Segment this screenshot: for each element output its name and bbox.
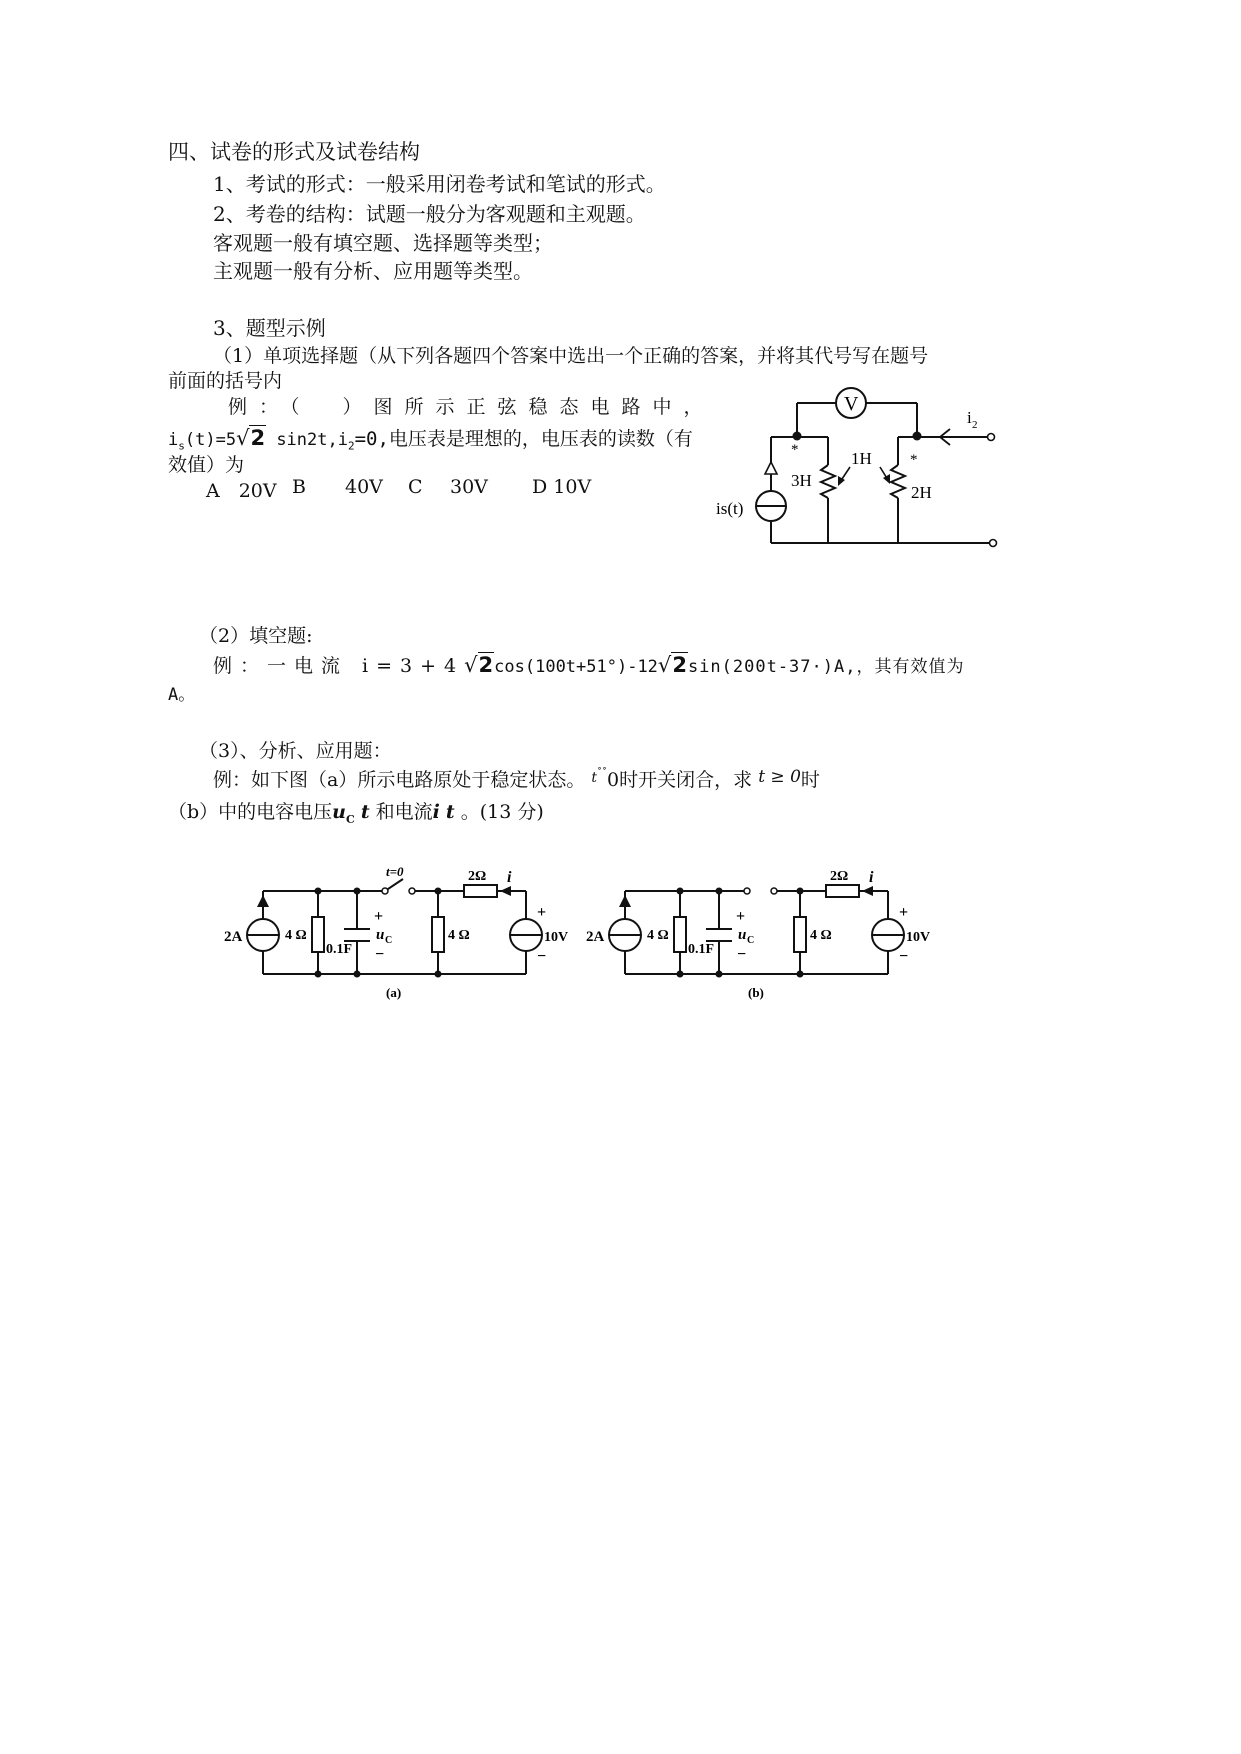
uc-sub-label: C: [385, 935, 393, 946]
q2-sqrt-num-1: 2: [478, 653, 494, 677]
resistor-icon: [432, 917, 444, 952]
q3-uc-t: t: [360, 801, 370, 823]
arrow-up-icon: [619, 895, 631, 907]
capacitor-label: 0.1F: [326, 942, 353, 957]
current-source-label: 2A: [224, 929, 243, 945]
q3-uc: u: [332, 801, 346, 823]
sqrt-symbol: √2: [236, 426, 266, 450]
arrow-up-icon: [257, 895, 269, 907]
q3-line2: [168, 797, 544, 826]
q3-t-symbol: t: [591, 770, 598, 786]
item-exam-form: 1、考试的形式：一般采用闭卷考试和笔试的形式。: [213, 172, 666, 196]
q2-example-text: 例：一电流 i=3+4: [213, 655, 465, 677]
q3-cond1: 0: [607, 769, 620, 791]
resistor-label: 2Ω: [830, 869, 849, 884]
q1-heading-cont: 前面的括号内: [168, 370, 283, 392]
current-label: i: [507, 869, 512, 886]
switch-contact-icon: [382, 888, 388, 894]
q2-sqrt-num-2: 2: [672, 653, 687, 677]
current-source-label: 2A: [586, 929, 605, 945]
resistor-icon: [794, 917, 806, 952]
uc-label: u: [376, 927, 385, 943]
q3-circuits-diagram: [200, 855, 980, 1015]
resistor-icon: [312, 917, 324, 952]
dot-mark: *: [910, 452, 918, 468]
voltmeter-label: V: [844, 393, 859, 415]
q3-text-c: 时: [800, 769, 820, 791]
uc-label: u: [738, 927, 747, 943]
q1-expr-part2: sin2t,: [266, 430, 338, 450]
q1-option-b-value: 40V: [345, 476, 383, 498]
q1-sqrt-num: 2: [250, 426, 266, 450]
section-title: 四、试卷的形式及试卷结构: [168, 140, 420, 164]
source-label: is(t): [716, 499, 744, 518]
i2-label: i: [967, 408, 972, 427]
q3-text-b: 时开关闭合，求: [619, 769, 753, 791]
terminal-icon: [990, 540, 997, 547]
sqrt-symbol: √2: [464, 653, 494, 677]
plus-sign: +: [537, 904, 547, 921]
voltage-source-label: 10V: [906, 930, 931, 945]
resistor-icon: [464, 885, 497, 897]
switch-label: t=0: [386, 864, 404, 879]
q3-i-t: t: [445, 801, 455, 823]
terminal-icon: [988, 434, 995, 441]
q1-line3: 效值）为: [168, 454, 245, 476]
voltage-source-label: 10V: [544, 930, 569, 945]
q3-uc-sub: C: [346, 812, 355, 826]
q3-text-a: 例：如下图（a）所示电路原处于稳定状态。: [213, 769, 586, 791]
q1-example: 例：（ ）图所示正弦稳态电路中，: [228, 396, 715, 418]
plus-sign: +: [374, 908, 384, 925]
objective-types: 客观题一般有填空题、选择题等类型；: [213, 231, 553, 255]
inductor-3h-label: 3H: [791, 471, 812, 490]
terminal-icon: [771, 888, 777, 894]
q1-heading: （1）单项选择题（从下列各题四个答案中选出一个正确的答案，并将其代号写在题号: [213, 345, 929, 367]
minus-sign: −: [899, 948, 909, 965]
resistor-label: 2Ω: [468, 869, 487, 884]
q1-is: i: [168, 430, 179, 450]
q1-option-d: D 10V: [532, 476, 592, 498]
capacitor-label: 0.1F: [688, 942, 715, 957]
switch-contact-icon: [409, 888, 415, 894]
sqrt-symbol: √2: [657, 653, 687, 677]
inductor-2h-label: 2H: [911, 483, 932, 502]
q1-is-sub: s: [178, 439, 185, 453]
q1-option-a: A 20V: [206, 480, 277, 502]
arrow-up-icon: [765, 462, 777, 474]
arrow-left-icon: [862, 886, 873, 896]
q2-example: [213, 651, 964, 678]
resistor-label: 4 Ω: [448, 928, 470, 943]
item-examples: 3、题型示例: [213, 316, 326, 340]
minus-sign: −: [375, 946, 385, 963]
resistor-icon: [674, 917, 686, 952]
resistor-label: 4 Ω: [647, 928, 669, 943]
mutual-inductance-label: 1H: [851, 449, 872, 468]
q1-expr-part3: =0,电压表是理想的，电压表的读数（有: [354, 428, 693, 450]
minus-sign: −: [737, 946, 747, 963]
circuit-b: [586, 869, 930, 1000]
plus-sign: +: [736, 908, 746, 925]
resistor-label: 4 Ω: [285, 928, 307, 943]
resistor-label: 4 Ω: [810, 928, 832, 943]
q3-line2-b: 和电流: [375, 801, 433, 823]
q1-i2: i: [337, 430, 348, 450]
q2-sin-term: sin(200t-37·)A,，其有效值为: [687, 657, 965, 677]
item-exam-structure: 2、考卷的结构：试题一般分为客观题和主观题。: [213, 202, 646, 226]
q2-answer-unit: A。: [168, 685, 196, 705]
q1-option-b: B: [292, 476, 306, 498]
q2-heading: （2）填空题:: [199, 625, 313, 647]
q1-option-c-value: 30V: [450, 476, 488, 498]
q1-source-expr: [168, 424, 693, 452]
q3-line1: [213, 765, 820, 792]
q3-i: i: [432, 801, 440, 823]
q3-line2-c: 。(13 分): [460, 801, 544, 823]
uc-sub-label: C: [747, 935, 755, 946]
q1-option-c: C: [408, 476, 423, 498]
plus-sign: +: [899, 904, 909, 921]
resistor-icon: [826, 885, 859, 897]
q3-cond2: t ≥ 0: [758, 767, 801, 787]
i2-sub-label: 2: [972, 419, 978, 431]
current-label: i: [869, 869, 874, 886]
caption-a: (a): [386, 985, 402, 1000]
arrow-left-icon: [500, 886, 511, 896]
terminal-icon: [744, 888, 750, 894]
caption-b: (b): [748, 985, 764, 1000]
circuit-a: [224, 864, 568, 1000]
subjective-types: 主观题一般有分析、应用题等类型。: [213, 259, 533, 283]
q1-circuit-diagram: [700, 370, 1020, 560]
arrow-icon: [883, 474, 890, 484]
q3-line2-a: （b）中的电容电压: [168, 801, 333, 823]
junction-dot: [913, 432, 922, 441]
minus-sign: −: [537, 948, 547, 965]
dot-mark: *: [791, 442, 799, 458]
q3-heading: （3）、分析、应用题：: [199, 740, 392, 762]
junction-dot: [793, 432, 802, 441]
q3-cond-mark: ˚˚: [597, 768, 608, 779]
q2-cos-term: cos(100t+51°)-12: [494, 657, 658, 677]
q1-i2-sub: 2: [347, 439, 355, 453]
q1-expr-part1: (t)=5: [184, 430, 237, 450]
